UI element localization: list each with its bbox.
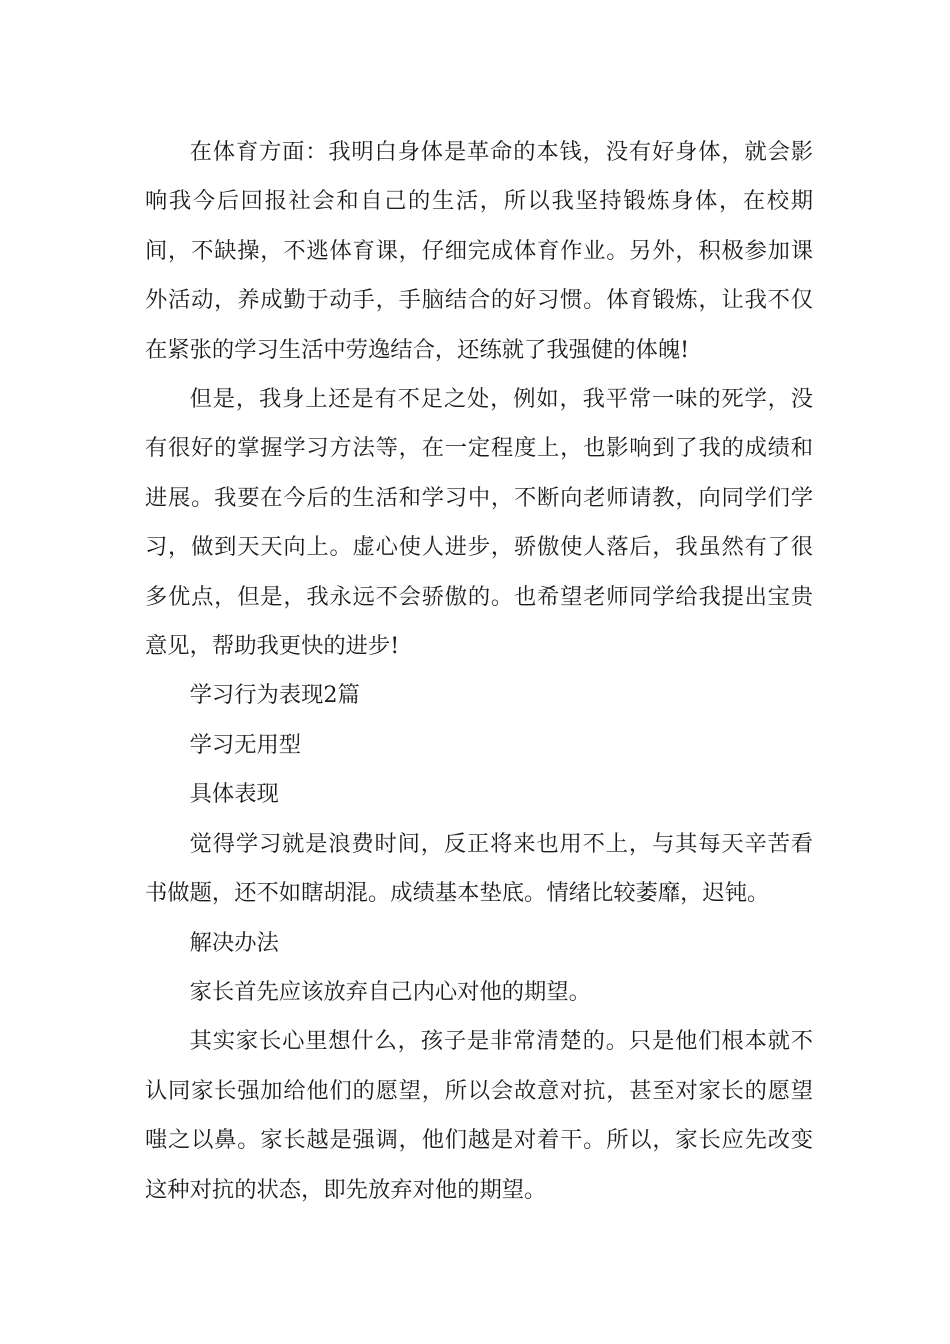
document-body <box>145 128 813 1215</box>
subheading-symptoms: 具体表现 <box>189 781 279 808</box>
paragraph-solution-intro: 家长首先应该放弃自己内心对他的期望。 <box>189 978 591 1005</box>
paragraph-solution-detail: 其实家长心里想什么，孩子是非常清楚的。只是他们根本就不认同家长强加给他们的愿望，所以会故意对抗，甚至对家长的愿望嗤之以鼻。家长越是强调，他们越是对着干。所以，家长应先改变这种对抗的状态，即先放弃对他的期望。 <box>145 1028 813 1203</box>
paragraph-shortcomings: 但是，我身上还是有不足之处，例如，我平常一味的死学，没有很好的掌握学习方法等，在一定程度上，也影响到了我的成绩和进展。我要在今后的生活和学习中，不断向老师请教，向同学们学习，做到天天向上。虚心使人进步，骄傲使人落后，我虽然有了很多优点，但是，我永远不会骄傲的。也希望老师同学给我提出宝贵意见，帮助我更快的进步! <box>145 386 813 660</box>
subheading-type: 学习无用型 <box>189 731 302 758</box>
paragraph-sports: 在体育方面：我明白身体是革命的本钱，没有好身体，就会影响我今后回报社会和自己的生活，所以我坚持锻炼身体，在校期间，不缺操，不逃体育课，仔细完成体育作业。另外，积极参加课外活动，养成勤于动手，手脑结合的好习惯。体育锻炼，让我不仅在紧张的学习生活中劳逸结合，还练就了我强健的体魄! <box>145 139 813 363</box>
section-heading: 学习行为表现2篇 <box>189 682 360 709</box>
subheading-solution: 解决办法 <box>189 929 279 956</box>
paragraph-symptoms: 觉得学习就是浪费时间，反正将来也用不上，与其每天辛苦看书做题，还不如瞎胡混。成绩基本垫底。情绪比较萎靡，迟钝。 <box>145 830 813 907</box>
